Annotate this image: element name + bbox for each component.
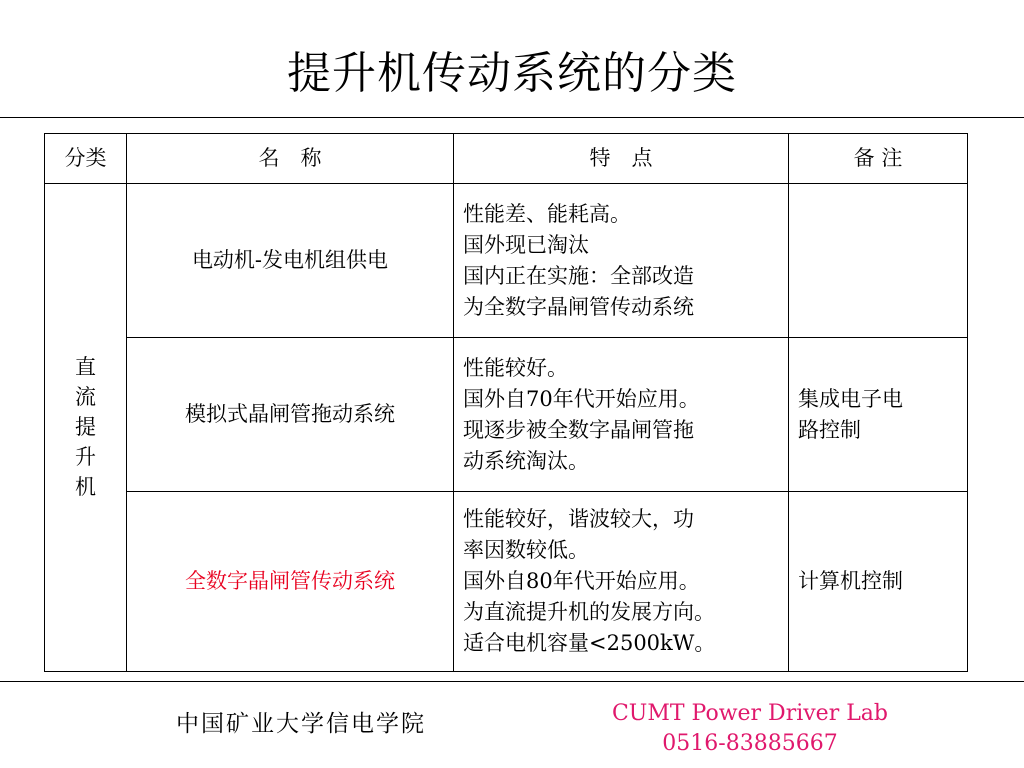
- footer-lab-name: CUMT Power Driver Lab: [611, 701, 889, 726]
- row-note: [789, 184, 968, 338]
- row-note: 计算机控制: [789, 492, 968, 672]
- top-divider: [0, 117, 1024, 118]
- row-name-highlighted: 全数字晶闸管传动系统: [127, 492, 454, 672]
- classification-table: [44, 133, 968, 672]
- footer-institution: 中国矿业大学信电学院: [176, 711, 426, 737]
- row-features: 性能较好，谐波较大，功 率因数较低。 国外自80年代开始应用。 为直流提升机的发展方向。 适合电机容量<2500kW。: [454, 492, 789, 672]
- row-features: 性能差、能耗高。 国外现已淘汰 国内正在实施：全部改造 为全数字晶闸管传动系统: [454, 184, 789, 338]
- row-note: 集成电子电 路控制: [789, 338, 968, 492]
- bottom-divider: [0, 681, 1024, 682]
- header-notes: 备 注: [789, 134, 968, 184]
- footer-lab-info: [595, 699, 905, 759]
- page-title: 提升机传动系统的分类: [287, 48, 737, 99]
- table-header-row: [45, 134, 968, 184]
- header-name: 名 称: [127, 134, 454, 184]
- row-features: 性能较好。 国外自70年代开始应用。 现逐步被全数字晶闸管拖 动系统淘汰。: [454, 338, 789, 492]
- table-row: [45, 184, 968, 338]
- table-row: [45, 338, 968, 492]
- row-name: 电动机-发电机组供电: [127, 184, 454, 338]
- category-label: 直 流 提 升 机: [75, 355, 96, 499]
- category-cell: [45, 184, 127, 672]
- table-row: [45, 492, 968, 672]
- footer-phone: 0516-83885667: [662, 731, 838, 756]
- header-features: 特 点: [454, 134, 789, 184]
- row-name: 模拟式晶闸管拖动系统: [127, 338, 454, 492]
- header-category: 分类: [45, 134, 127, 184]
